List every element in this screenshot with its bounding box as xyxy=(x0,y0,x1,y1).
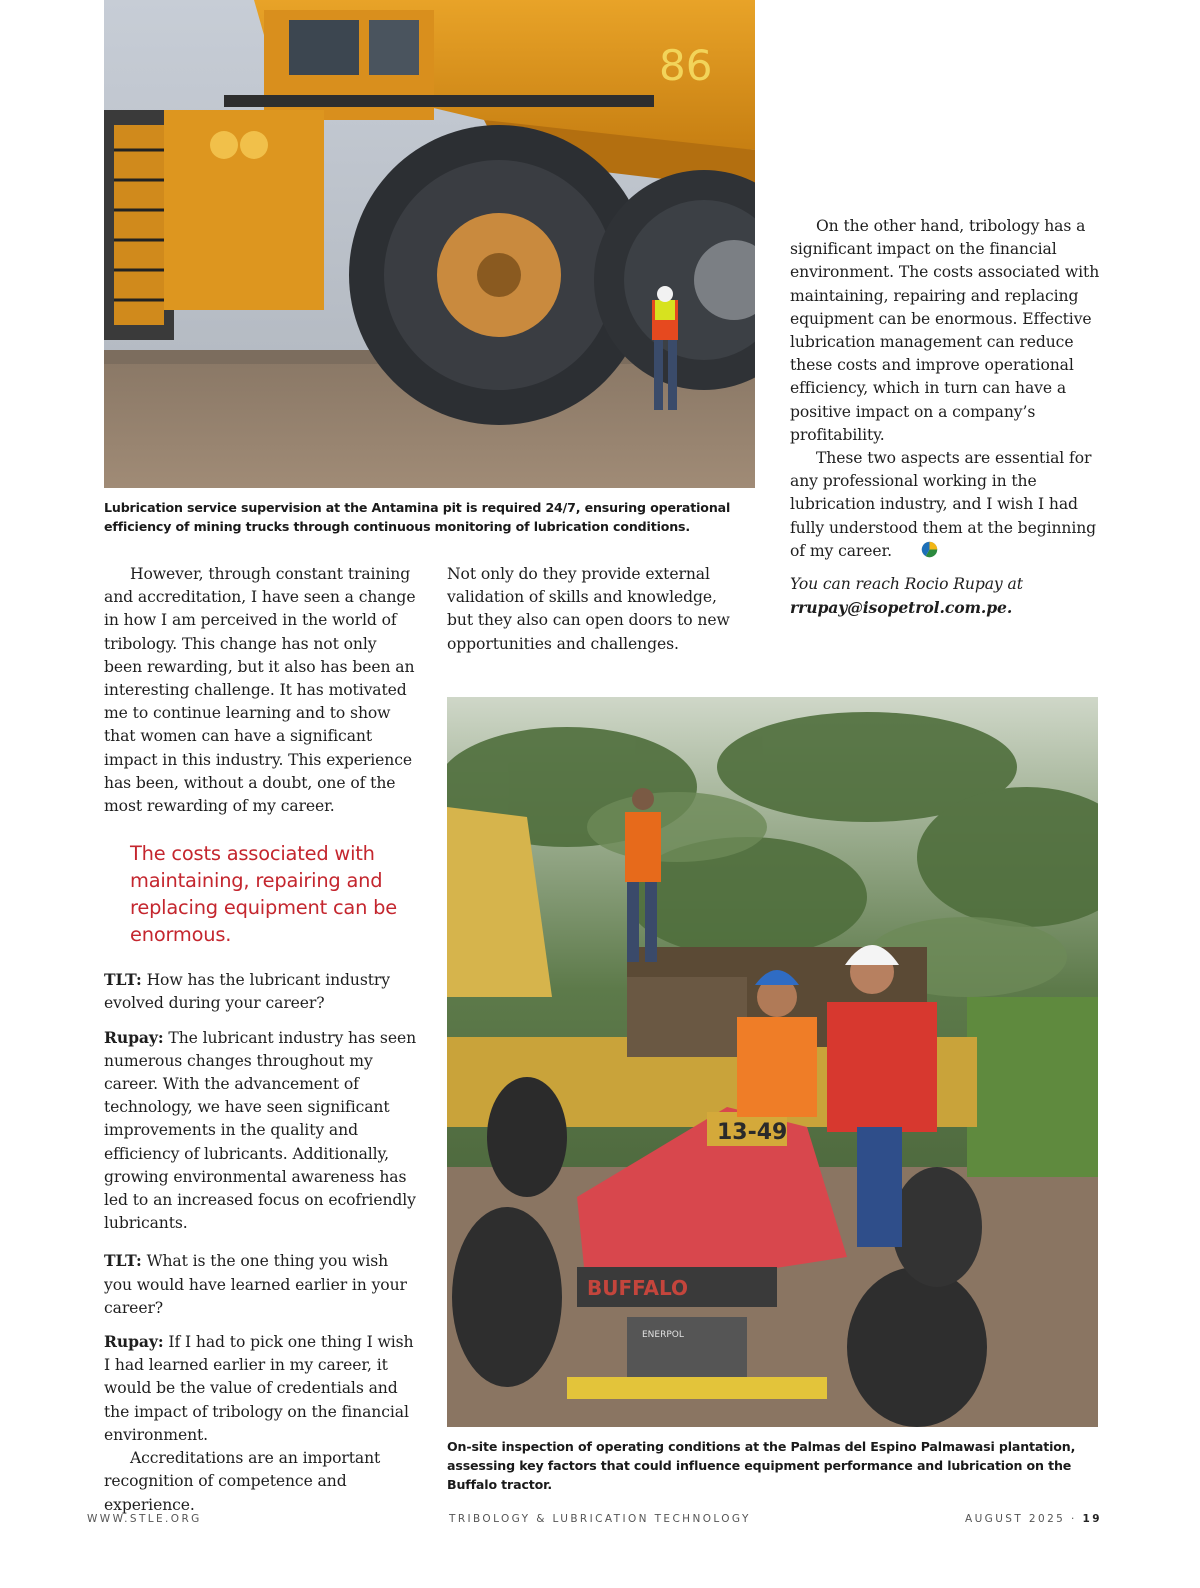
article-paragraph: On the other hand, tribology has a significant impact on the financial environment. The costs associated with maintaining, repairing and replacing equipment can be enormous. Effective lubrication management can reduce these costs and improve operational efficiency, which in turn can have a positive impact on a company’s profitability. xyxy=(790,217,1100,444)
answer-text: If I had to pick one thing I wish I had learned earlier in my career, it would be the value of credentials and the impact of tribology on the financial environment. xyxy=(104,1333,414,1444)
article-column-left xyxy=(104,563,418,1517)
article-column-right xyxy=(790,215,1100,620)
question-2 xyxy=(104,1249,418,1320)
article-column-middle xyxy=(447,563,747,656)
question-text: What is the one thing you wish you would have learned earlier in your career? xyxy=(104,1252,407,1317)
question-1 xyxy=(104,968,418,1015)
truck-number: 86 xyxy=(659,41,713,90)
speaker-label: TLT: xyxy=(104,970,142,990)
speaker-label: TLT: xyxy=(104,1251,142,1271)
article-paragraph: However, through constant training and accreditation, I have seen a change in how I am perceived in the world of tribology. This change has not only been rewarding, but it also has been an interesting challenge. It has motivated me to continue learning and to show that women can have a significant impact in this industry. This experience has been, without a doubt, one of the most rewarding of my career. xyxy=(104,565,416,816)
contact-prefix: You can reach Rocio Rupay at xyxy=(790,575,1023,594)
footer-website[interactable]: WWW.STLE.ORG xyxy=(87,1513,202,1525)
tractor-plate: 13-49 xyxy=(717,1120,788,1145)
answer-1 xyxy=(104,1026,418,1236)
pull-quote: The costs associated with maintaining, repairing and replacing equipment can be enormous. xyxy=(130,842,397,947)
page-number: 19 xyxy=(1082,1513,1102,1525)
mining-truck-photo xyxy=(104,0,755,488)
article-paragraph xyxy=(790,447,1100,563)
article-paragraph: Accreditations are an important recognition of competence and experience. xyxy=(104,1449,381,1514)
issue-date: AUGUST 2025 xyxy=(965,1513,1066,1525)
engine-brand: ENERPOL xyxy=(642,1330,684,1340)
buffalo-tractor-photo xyxy=(447,697,1098,1427)
speaker-label: Rupay: xyxy=(104,1027,164,1047)
answer-2 xyxy=(104,1330,418,1447)
footer-separator: · xyxy=(1070,1513,1077,1525)
tractor-brand: BUFFALO xyxy=(587,1276,689,1300)
speaker-label: Rupay: xyxy=(104,1332,164,1352)
closing-text: These two aspects are essential for any professional working in the lubrication industry, and I wish I had fully understood them at the beginning of my career. xyxy=(790,449,1097,560)
truck-photo-caption: Lubrication service supervision at the Antamina pit is required 24/7, ensuring operational efficiency of mining trucks through continuous monitoring of lubrication conditions. xyxy=(104,500,731,534)
answer-text: The lubricant industry has seen numerous changes throughout my career. With the advancement of technology, we have seen significant improvements in the quality and efficiency of lubricants. Additionally, growing environmental awareness has led to an increased focus on ecofriendly lubricants. xyxy=(104,1028,417,1233)
author-contact xyxy=(790,573,1100,620)
footer-issue xyxy=(965,1513,1102,1525)
tractor-photo-caption: On-site inspection of operating conditions at the Palmas del Espino Palmawasi plantation, assessing key factors that could influence equipment performance and lubrication on the Buffalo tractor. xyxy=(447,1439,1076,1492)
footer-publication: TRIBOLOGY & LUBRICATION TECHNOLOGY xyxy=(449,1513,751,1525)
contact-email[interactable]: rrupay@isopetrol.com.pe. xyxy=(790,598,1013,618)
article-paragraph: Not only do they provide external validation of skills and knowledge, but they also can open doors to new opportunities and challenges. xyxy=(447,565,730,653)
question-text: How has the lubricant industry evolved during your career? xyxy=(104,971,390,1013)
stle-logo-icon xyxy=(895,541,912,558)
